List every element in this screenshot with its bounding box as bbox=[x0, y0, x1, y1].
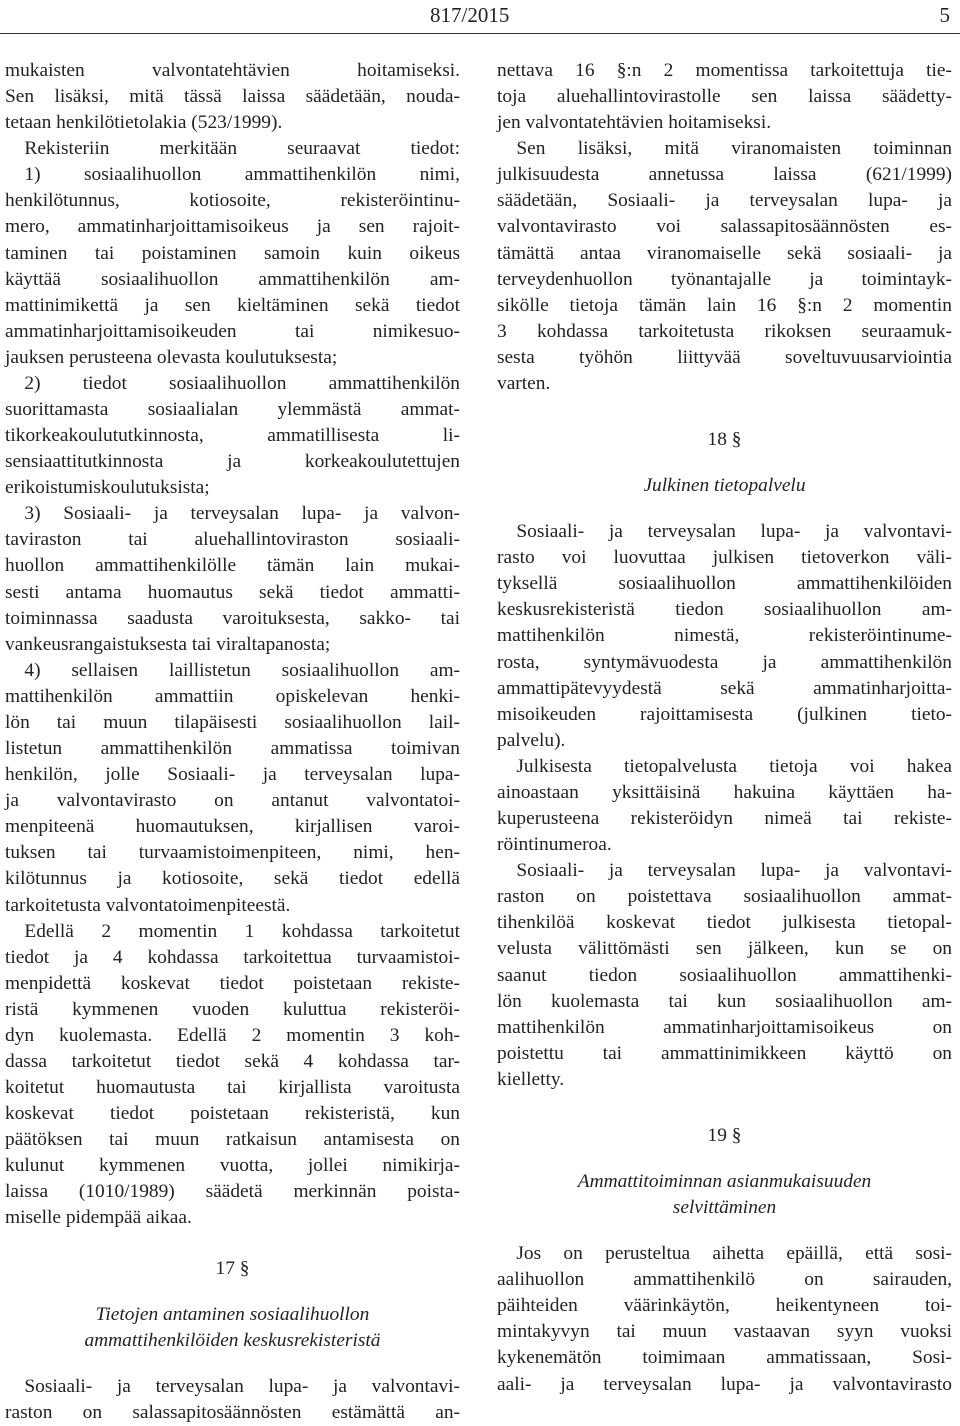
page-number: 5 bbox=[939, 3, 950, 27]
body-text-line: laissa (1010/1989) säädetä merkinnän poista- bbox=[5, 1181, 460, 1203]
body-text-line: käyttää sosiaalihuollon ammattihenkilön am- bbox=[5, 268, 460, 290]
body-text-line: suorittamasta sosiaalialan ylemmästä ammat- bbox=[5, 399, 460, 421]
body-text-line: sesti antama huomautus sekä tiedot ammatti- bbox=[5, 581, 460, 603]
body-text-line: tämättä antaa viranomaiselle sekä sosiaali- ja bbox=[497, 242, 952, 264]
section-17-number: 17 § bbox=[215, 1257, 250, 1279]
body-text-line: 3 kohdassa tarkoitetusta rikoksen seuraamuk- bbox=[497, 320, 952, 342]
body-text-line: kilötunnus ja kotiosoite, sekä tiedot edellä bbox=[5, 868, 460, 890]
section-17-heading: ammattihenkilöiden keskusrekisteristä bbox=[84, 1329, 381, 1351]
body-text-line: huollon ammattihenkilölle tämän lain mukai- bbox=[5, 555, 460, 577]
spacer bbox=[5, 1232, 460, 1256]
body-text-line: mattihenkilön ammatinharjoittamisoikeus on bbox=[497, 1016, 952, 1038]
body-text-line: listetun ammattihenkilön ammatissa toimivan bbox=[5, 738, 460, 760]
body-text-line: terveydenhuollon työnantajalle ja toimintayk- bbox=[497, 268, 952, 290]
body-text-line: velusta välittömästi sen jälkeen, kun se on bbox=[497, 938, 952, 960]
body-text-line: erikoistumiskoulutuksista; bbox=[5, 477, 210, 499]
body-text-line: päihteiden väärinkäytön, heikentyneen toi- bbox=[497, 1295, 952, 1317]
body-text-line: päätöksen tai muun ratkaisun antamisesta on bbox=[5, 1129, 460, 1151]
body-text-line: jen valvontatehtävien hoitamiseksi. bbox=[497, 112, 772, 134]
body-text-line: Rekisteriin merkitään seuraavat tiedot: bbox=[5, 138, 460, 160]
body-text-line: valvontavirasto voi salassapitosäännösten es- bbox=[497, 216, 952, 238]
body-text-line: sensiaattitutkinnosta ja korkeakoulutettujen bbox=[5, 451, 460, 473]
body-text-line: Jos on perusteltua aihetta epäillä, että sosi- bbox=[497, 1243, 952, 1265]
body-text-line: 4) sellaisen laillistetun sosiaalihuollon am- bbox=[5, 659, 460, 681]
section-18-heading: Julkinen tietopalvelu bbox=[643, 475, 806, 497]
body-text-line: Edellä 2 momentin 1 kohdassa tarkoitetut bbox=[5, 920, 460, 942]
header-divider bbox=[0, 33, 960, 34]
body-text-line: julkisuudesta annetussa laissa (621/1999) bbox=[497, 164, 952, 186]
body-text-line: koskevat tiedot poistetaan rekisteristä, kun bbox=[5, 1103, 460, 1125]
body-text-line: toiminnassa saadusta varoituksesta, sakko- tai bbox=[5, 607, 460, 629]
spacer bbox=[497, 1149, 952, 1169]
body-text-line: rosta, syntymävuodesta ja ammattihenkilön bbox=[497, 651, 952, 673]
body-text-line: dassa tarkoitetut tiedot sekä 4 kohdassa tar- bbox=[5, 1050, 460, 1072]
body-text-line: Sen lisäksi, mitä viranomaisten toiminnan bbox=[497, 138, 952, 160]
body-text-line: misoikeuden rajoittamisesta (julkinen tieto- bbox=[497, 703, 952, 725]
body-text-line: taviraston tai aluehallintoviraston sosiaali- bbox=[5, 529, 460, 551]
spacer bbox=[5, 1354, 460, 1374]
body-text-line: poistettu tai ammattinimikkeen käyttö on bbox=[497, 1042, 952, 1064]
spacer bbox=[497, 1221, 952, 1241]
body-text-line: koitetut huomautusta tai kirjallista varoitusta bbox=[5, 1077, 460, 1099]
section-19-heading: selvittäminen bbox=[672, 1197, 777, 1219]
body-text-line: tyksellä sosiaalihuollon ammattihenkilöiden bbox=[497, 573, 952, 595]
spacer bbox=[497, 397, 952, 427]
section-17-heading: Tietojen antaminen sosiaalihuollon bbox=[95, 1303, 370, 1325]
body-text-line: kykenemätön toimimaan ammatissaan, Sosi- bbox=[497, 1347, 952, 1369]
section-19-heading: Ammattitoiminnan asianmukaisuuden bbox=[577, 1170, 872, 1192]
body-text-line: tarkoitetusta valvontatoimenpiteestä. bbox=[5, 894, 291, 916]
body-text-line: säädetään, Sosiaali- ja terveysalan lupa- ja bbox=[497, 190, 952, 212]
body-text-line: dyn kuolemasta. Edellä 2 momentin 3 koh- bbox=[5, 1024, 460, 1046]
body-text-line: menpidettä koskevat tiedot poistetaan rekiste- bbox=[5, 972, 460, 994]
body-text-line: raston on salassapitosäännösten estämättä an- bbox=[5, 1401, 460, 1423]
body-text-line: kuperusteena rekisteröidyn nimeä tai rekiste- bbox=[497, 808, 952, 830]
body-text-line: ja valvontavirasto on antanut valvontatoi- bbox=[5, 790, 460, 812]
body-text-line: henkilötunnus, kotiosoite, rekisteröintinu- bbox=[5, 190, 460, 212]
spacer bbox=[497, 453, 952, 473]
body-text-line: ristä kymmenen vuoden kuluttua rekisteröi- bbox=[5, 998, 460, 1020]
issue-number: 817/2015 bbox=[430, 3, 510, 27]
body-text-line: ainoastaan yksittäisinä hakuina käyttäen ha- bbox=[497, 781, 952, 803]
body-text-line: menpiteenä huomautuksen, kirjallisen varoi- bbox=[5, 816, 460, 838]
body-text-line: sesta työhön liittyvää soveltuvuusarviointia bbox=[497, 346, 952, 368]
body-text-line: Sen lisäksi, mitä tässä laissa säädetään, nouda- bbox=[5, 86, 460, 108]
body-text-line: mintakyvyn tai muun vastaavan syyn vuoksi bbox=[497, 1321, 952, 1343]
body-text-line: 3) Sosiaali- ja terveysalan lupa- ja valvon- bbox=[5, 503, 460, 525]
body-text-line: mattihenkilön nimestä, rekisteröintinume- bbox=[497, 625, 952, 647]
body-text-line: tetaan henkilötietolakia (523/1999). bbox=[5, 112, 283, 134]
body-text-line: mukaisten valvontatehtävien hoitamiseksi. bbox=[5, 60, 460, 81]
body-text-line: palvelu). bbox=[497, 729, 566, 751]
body-text-line: ammattipätevyydestä sekä ammatinharjoitta- bbox=[497, 677, 952, 699]
body-text-line: 2) tiedot sosiaalihuollon ammattihenkilön bbox=[5, 372, 460, 394]
body-text-line: tihenkilöä koskevat tiedot julkisesta tietopal- bbox=[497, 912, 952, 934]
body-text-line: ammatinharjoittamisoikeuden tai nimikesuo- bbox=[5, 320, 460, 342]
body-text-line: henkilön, jolle Sosiaali- ja terveysalan lupa- bbox=[5, 764, 460, 786]
body-text-line: toja aluehallintovirastolle sen laissa säädetty- bbox=[497, 86, 952, 108]
body-text-line: röintinumeroa. bbox=[497, 834, 612, 856]
body-text-line: Sosiaali- ja terveysalan lupa- ja valvontavi- bbox=[497, 521, 952, 543]
body-text-line: sikölle tietoja tämän lain 16 §:n 2 momentin bbox=[497, 294, 952, 316]
body-text-line: nettava 16 §:n 2 momentissa tarkoitettuja tie- bbox=[497, 60, 952, 81]
section-19-number: 19 § bbox=[707, 1124, 742, 1146]
body-text-line: lön kuolemasta tai kun sosiaalihuollon am- bbox=[497, 990, 952, 1012]
body-text-line: raston on poistettava sosiaalihuollon ammat- bbox=[497, 886, 952, 908]
body-text-line: tuksen tai turvaamistoimenpiteen, nimi, hen- bbox=[5, 842, 460, 864]
body-text-line: mattihenkilön ammattiin opiskelevan henki- bbox=[5, 685, 460, 707]
body-text-line: kielletty. bbox=[497, 1068, 565, 1090]
body-text-line: varten. bbox=[497, 372, 551, 394]
body-text-line: Julkisesta tietopalvelusta tietoja voi hakea bbox=[497, 755, 952, 777]
body-text-line: mattinimikettä ja sen kieltäminen sekä tiedot bbox=[5, 294, 460, 316]
body-text-line: aali- ja terveysalan lupa- ja valvontavirasto bbox=[497, 1373, 952, 1395]
body-text-line: tiedot ja 4 kohdassa tarkoitettua turvaamistoi- bbox=[5, 946, 460, 968]
spacer bbox=[497, 499, 952, 519]
body-text-line: 1) sosiaalihuollon ammattihenkilön nimi, bbox=[5, 164, 460, 186]
body-text-line: Sosiaali- ja terveysalan lupa- ja valvontavi- bbox=[5, 1375, 460, 1397]
body-text-line: jauksen perusteena olevasta koulutuksesta; bbox=[5, 346, 338, 368]
body-text-line: miselle pidempää aikaa. bbox=[5, 1207, 192, 1229]
body-text-line: tikorkeakoulututkinnosta, ammatillisesta li- bbox=[5, 425, 460, 447]
body-text-line: taminen tai poistaminen samoin kuin oikeus bbox=[5, 242, 460, 264]
left-column bbox=[5, 58, 460, 1426]
body-text-line: aalihuollon ammattihenkilö on sairauden, bbox=[497, 1269, 952, 1291]
body-text-line: mero, ammatinharjoittamisoikeus ja sen rajoit- bbox=[5, 216, 460, 238]
body-text-line: kulunut kymmenen vuotta, jollei nimikirja- bbox=[5, 1155, 460, 1177]
spacer bbox=[497, 1093, 952, 1123]
body-text-line: saanut tiedon sosiaalihuollon ammattihenki- bbox=[497, 964, 952, 986]
body-text-line: vankeusrangaistuksesta tai viraltapanosta; bbox=[5, 633, 331, 655]
section-18-number: 18 § bbox=[707, 429, 742, 451]
page-header bbox=[0, 0, 960, 28]
spacer bbox=[5, 1282, 460, 1302]
body-text-line: Sosiaali- ja terveysalan lupa- ja valvontavi- bbox=[497, 860, 952, 882]
body-text-line: keskusrekisteristä tiedon sosiaalihuollon am- bbox=[497, 599, 952, 621]
right-column bbox=[497, 58, 952, 1398]
body-text-line: lön tai muun tilapäisesti sosiaalihuollon lail- bbox=[5, 711, 460, 733]
body-text-line: rasto voi luovuttaa julkisen tietoverkon väli- bbox=[497, 547, 952, 569]
